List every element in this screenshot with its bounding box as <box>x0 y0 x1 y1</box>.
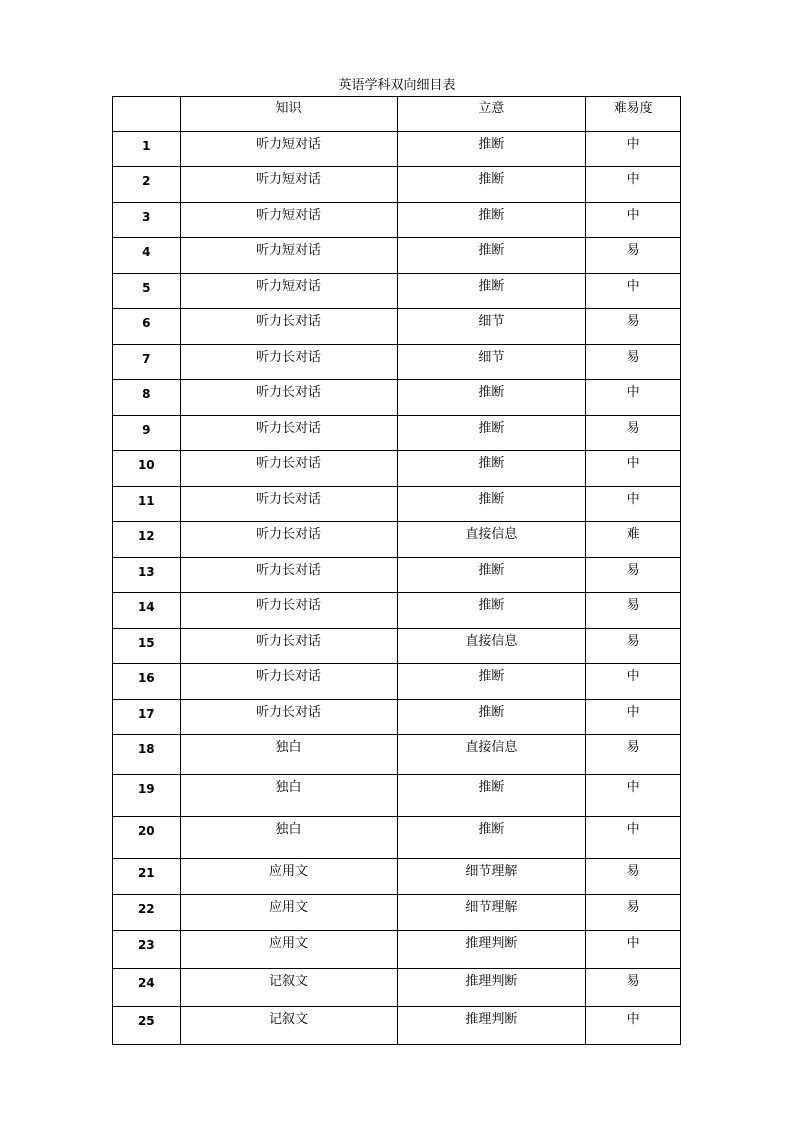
row-knowledge: 听力长对话 <box>180 522 397 558</box>
row-number: 23 <box>113 931 181 969</box>
row-difficulty: 易 <box>586 859 681 895</box>
row-intent: 推断 <box>397 593 586 629</box>
row-intent: 推理判断 <box>397 969 586 1007</box>
table-row <box>113 735 681 775</box>
row-number: 6 <box>113 309 181 345</box>
row-number: 7 <box>113 345 181 380</box>
row-difficulty: 易 <box>586 558 681 593</box>
row-difficulty: 易 <box>586 345 681 380</box>
table-row <box>113 380 681 416</box>
table-row <box>113 817 681 859</box>
table-row <box>113 969 681 1007</box>
table-row <box>113 775 681 817</box>
row-intent: 推断 <box>397 451 586 487</box>
row-intent: 推断 <box>397 664 586 700</box>
table-row <box>113 931 681 969</box>
table-row <box>113 238 681 274</box>
row-knowledge: 独白 <box>180 775 397 817</box>
row-number: 17 <box>113 700 181 735</box>
row-difficulty: 易 <box>586 735 681 775</box>
row-difficulty: 易 <box>586 309 681 345</box>
row-number: 3 <box>113 203 181 238</box>
row-knowledge: 独白 <box>180 817 397 859</box>
row-knowledge: 听力短对话 <box>180 167 397 203</box>
row-difficulty: 中 <box>586 700 681 735</box>
row-intent: 推断 <box>397 817 586 859</box>
row-difficulty: 中 <box>586 380 681 416</box>
header-cell-number <box>113 97 181 132</box>
row-knowledge: 记叙文 <box>180 1007 397 1045</box>
row-knowledge: 听力短对话 <box>180 238 397 274</box>
row-number: 16 <box>113 664 181 700</box>
row-difficulty: 易 <box>586 969 681 1007</box>
row-knowledge: 听力长对话 <box>180 629 397 664</box>
row-knowledge: 听力长对话 <box>180 451 397 487</box>
row-difficulty: 中 <box>586 167 681 203</box>
header-cell-knowledge: 知识 <box>180 97 397 132</box>
table-row <box>113 859 681 895</box>
row-knowledge: 听力短对话 <box>180 274 397 309</box>
row-difficulty: 中 <box>586 451 681 487</box>
row-intent: 细节理解 <box>397 895 586 931</box>
spec-table <box>112 96 681 1045</box>
row-number: 13 <box>113 558 181 593</box>
row-difficulty: 易 <box>586 593 681 629</box>
row-difficulty: 中 <box>586 1007 681 1045</box>
row-number: 5 <box>113 274 181 309</box>
row-intent: 推断 <box>397 775 586 817</box>
row-difficulty: 易 <box>586 238 681 274</box>
row-knowledge: 应用文 <box>180 895 397 931</box>
row-number: 10 <box>113 451 181 487</box>
table-row <box>113 1007 681 1045</box>
table-row <box>113 700 681 735</box>
row-number: 20 <box>113 817 181 859</box>
row-intent: 推断 <box>397 167 586 203</box>
row-knowledge: 听力长对话 <box>180 664 397 700</box>
table-row <box>113 203 681 238</box>
row-intent: 推断 <box>397 238 586 274</box>
row-intent: 推断 <box>397 380 586 416</box>
row-number: 12 <box>113 522 181 558</box>
table-row <box>113 167 681 203</box>
row-intent: 推断 <box>397 558 586 593</box>
row-intent: 细节 <box>397 345 586 380</box>
row-number: 9 <box>113 416 181 451</box>
row-number: 11 <box>113 487 181 522</box>
row-difficulty: 易 <box>586 895 681 931</box>
row-knowledge: 独白 <box>180 735 397 775</box>
row-difficulty: 中 <box>586 132 681 167</box>
table-row <box>113 664 681 700</box>
row-knowledge: 听力长对话 <box>180 487 397 522</box>
row-intent: 推断 <box>397 487 586 522</box>
row-number: 2 <box>113 167 181 203</box>
row-intent: 直接信息 <box>397 629 586 664</box>
row-number: 1 <box>113 132 181 167</box>
row-intent: 直接信息 <box>397 735 586 775</box>
row-difficulty: 易 <box>586 629 681 664</box>
row-number: 15 <box>113 629 181 664</box>
row-number: 19 <box>113 775 181 817</box>
table-row <box>113 895 681 931</box>
row-knowledge: 听力长对话 <box>180 416 397 451</box>
row-knowledge: 听力长对话 <box>180 345 397 380</box>
row-knowledge: 听力短对话 <box>180 132 397 167</box>
row-difficulty: 易 <box>586 416 681 451</box>
row-intent: 推断 <box>397 132 586 167</box>
row-intent: 细节 <box>397 309 586 345</box>
table-header-row <box>113 97 681 132</box>
row-difficulty: 中 <box>586 817 681 859</box>
header-cell-intent: 立意 <box>397 97 586 132</box>
row-number: 14 <box>113 593 181 629</box>
row-knowledge: 听力长对话 <box>180 593 397 629</box>
row-intent: 推断 <box>397 203 586 238</box>
row-intent: 推理判断 <box>397 931 586 969</box>
row-knowledge: 应用文 <box>180 859 397 895</box>
table-row <box>113 629 681 664</box>
table-row <box>113 132 681 167</box>
row-difficulty: 中 <box>586 664 681 700</box>
row-intent: 推断 <box>397 416 586 451</box>
row-intent: 细节理解 <box>397 859 586 895</box>
table-row <box>113 451 681 487</box>
row-knowledge: 听力短对话 <box>180 203 397 238</box>
row-knowledge: 听力长对话 <box>180 309 397 345</box>
row-number: 25 <box>113 1007 181 1045</box>
table-row <box>113 522 681 558</box>
row-intent: 推断 <box>397 274 586 309</box>
row-number: 8 <box>113 380 181 416</box>
row-knowledge: 听力长对话 <box>180 380 397 416</box>
row-number: 18 <box>113 735 181 775</box>
row-difficulty: 中 <box>586 487 681 522</box>
table-row <box>113 345 681 380</box>
row-difficulty: 难 <box>586 522 681 558</box>
row-number: 21 <box>113 859 181 895</box>
row-number: 4 <box>113 238 181 274</box>
table-row <box>113 487 681 522</box>
table-row <box>113 309 681 345</box>
row-knowledge: 应用文 <box>180 931 397 969</box>
table-row <box>113 593 681 629</box>
row-difficulty: 中 <box>586 203 681 238</box>
row-knowledge: 记叙文 <box>180 969 397 1007</box>
table-row <box>113 416 681 451</box>
row-knowledge: 听力长对话 <box>180 700 397 735</box>
row-difficulty: 中 <box>586 775 681 817</box>
row-intent: 推理判断 <box>397 1007 586 1045</box>
row-number: 24 <box>113 969 181 1007</box>
row-difficulty: 中 <box>586 274 681 309</box>
header-cell-difficulty: 难易度 <box>586 97 681 132</box>
page-title: 英语学科双向细目表 <box>338 78 456 93</box>
table-row <box>113 274 681 309</box>
row-difficulty: 中 <box>586 931 681 969</box>
table-row <box>113 558 681 593</box>
row-number: 22 <box>113 895 181 931</box>
row-intent: 推断 <box>397 700 586 735</box>
row-knowledge: 听力长对话 <box>180 558 397 593</box>
row-intent: 直接信息 <box>397 522 586 558</box>
